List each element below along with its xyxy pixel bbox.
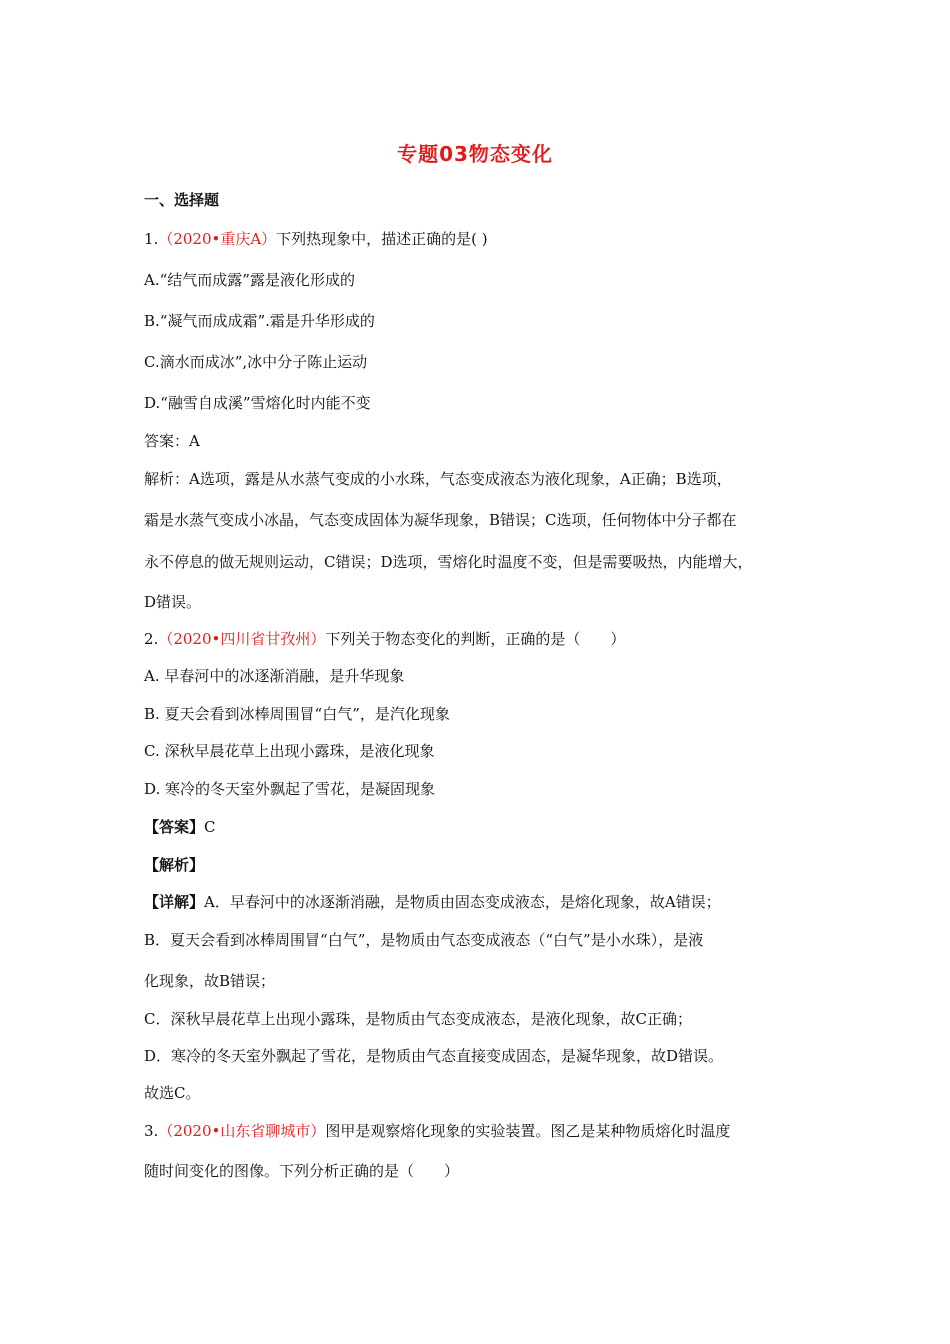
question-number: 2. [144,630,159,648]
question-text: 下列热现象中，描述正确的是( ) [276,230,488,248]
section-heading: 一、选择题 [144,191,220,209]
detail-line: D．寒冷的冬天室外飘起了雪花，是物质由气态直接变成固态，是凝华现象，故D错误。 [144,1047,724,1065]
detail-line: 化现象，故B错误； [144,972,276,990]
option-c: C. 深秋早晨花草上出现小露珠，是液化现象 [144,742,435,760]
option-a: A.“结气而成露”露是液化形成的 [144,271,355,289]
detail-line: 故选C。 [144,1084,201,1102]
option-b: B.“凝气而成成霜”.霜是升华形成的 [144,312,375,330]
detail-text: A．早春河中的冰逐渐消融，是物质由固态变成液态，是熔化现象，故A错误； [204,893,721,911]
option-c: C.滴水而成冰”,冰中分子陈止运动 [144,353,368,371]
analysis-line: 霜是水蒸气变成小冰晶，气态变成固体为凝华现象，B错误；C选项，任何物体中分子都在 [144,511,737,529]
question-1-stem [144,229,488,249]
question-2-stem [144,629,625,649]
option-d: D.“融雪自成溪”雪熔化时内能不变 [144,394,371,412]
analysis-tag: 【解析】 [144,856,205,874]
question-text: 下列关于物态变化的判断，正确的是（ ） [325,630,626,648]
page-title: 专题03物态变化 [397,142,553,166]
detail-line: C．深秋早晨花草上出现小露珠，是物质由气态变成液态，是液化现象，故C正确； [144,1010,692,1028]
question-text: 图甲是观察熔化现象的实验装置。图乙是某种物质熔化时温度 [325,1122,731,1140]
question-number: 1. [144,230,159,248]
question-source: （2020•山东省聊城市） [158,1122,326,1140]
question-text-continued: 随时间变化的图像。下列分析正确的是（ ） [144,1162,460,1180]
detail-line: B．夏天会看到冰棒周围冒“白气”，是物质由气态变成液态（“白气”是小水珠），是液 [144,931,704,949]
analysis-line: 解析：A选项，露是从水蒸气变成的小水珠，气态变成液态为液化现象，A正确；B选项， [144,470,732,488]
answer-tag: 【答案】 [144,818,205,836]
answer-line: 答案：A [144,432,200,450]
analysis-line: 永不停息的做无规则运动，C错误；D选项，雪熔化时温度不变，但是需要吸热，内能增大， [144,553,753,571]
question-source: （2020•重庆A） [158,230,277,248]
analysis-line: D错误。 [144,593,202,611]
question-3-stem [144,1121,730,1141]
option-a: A. 早春河中的冰逐渐消融，是升华现象 [144,667,405,685]
option-b: B. 夏天会看到冰棒周围冒“白气”，是汽化现象 [144,705,450,723]
answer-value: C [204,818,216,836]
question-number: 3. [144,1122,159,1140]
detail-line [144,892,721,912]
detail-tag: 【详解】 [144,893,205,911]
question-source: （2020•四川省甘孜州） [158,630,326,648]
answer-line [144,817,216,837]
option-d: D. 寒冷的冬天室外飘起了雪花，是凝固现象 [144,780,436,798]
